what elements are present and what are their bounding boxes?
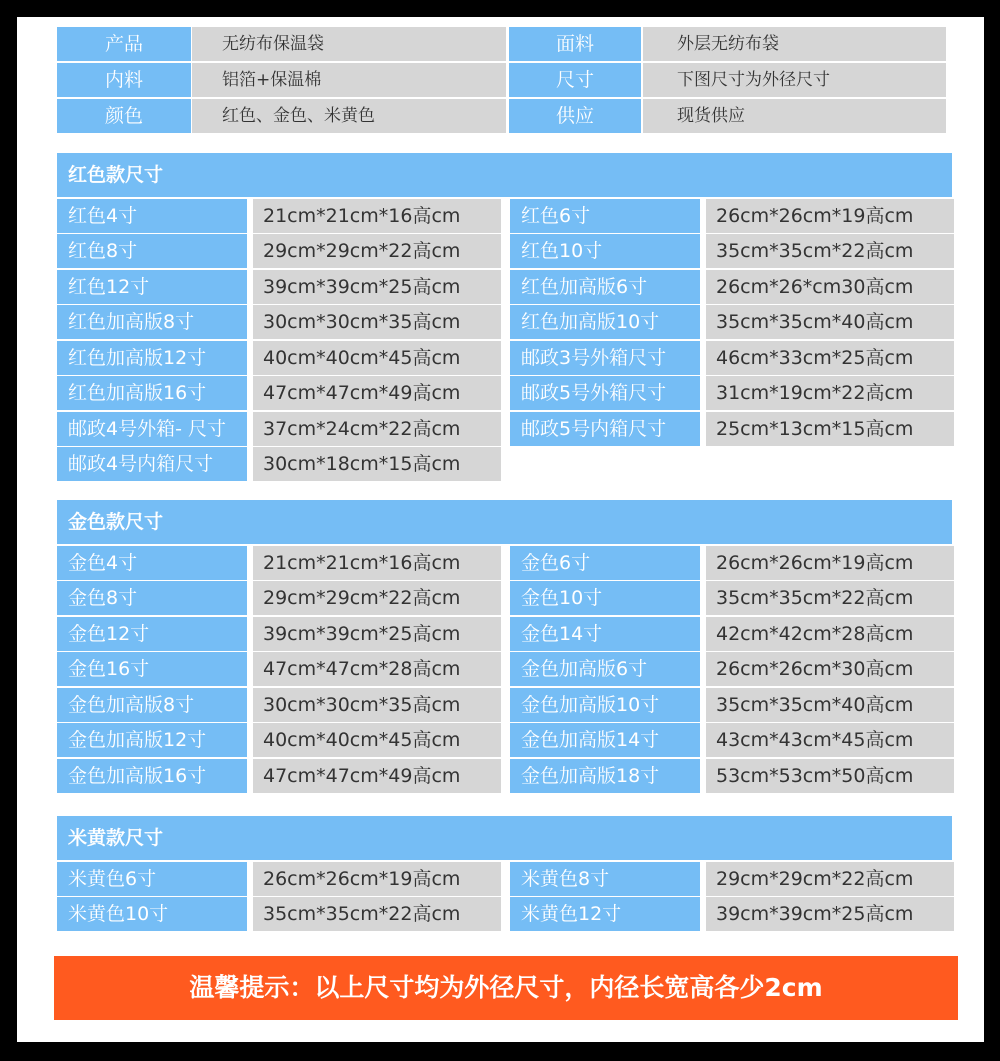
size-row (57, 234, 952, 268)
size-row (57, 270, 952, 304)
size-row (57, 447, 952, 481)
size-row (57, 759, 952, 793)
size-name: 邮政5号外箱尺寸 (510, 376, 700, 410)
size-name: 红色12寸 (57, 270, 247, 304)
info-label: 颜色 (57, 99, 191, 133)
size-grid (57, 546, 952, 793)
size-name: 金色12寸 (57, 617, 247, 651)
info-label: 内料 (57, 63, 191, 97)
size-name: 金色14寸 (510, 617, 700, 651)
info-label: 产品 (57, 27, 191, 61)
size-name: 金色加高版6寸 (510, 652, 700, 686)
size-value: 35cm*35cm*40高cm (706, 305, 954, 339)
size-value: 25cm*13cm*15高cm (706, 412, 954, 446)
tip-banner: 温馨提示：以上尺寸均为外径尺寸，内径长宽高各少2cm (54, 956, 958, 1020)
size-value: 47cm*47cm*49高cm (253, 376, 501, 410)
size-value: 46cm*33cm*25高cm (706, 341, 954, 375)
info-row (57, 27, 946, 61)
size-value: 30cm*30cm*35高cm (253, 688, 501, 722)
size-name: 米黄色10寸 (57, 897, 247, 931)
size-value: 39cm*39cm*25高cm (706, 897, 954, 931)
section-title: 米黄款尺寸 (57, 816, 952, 860)
info-label: 尺寸 (509, 63, 641, 97)
info-value: 铝箔+保温棉 (192, 63, 506, 97)
size-row (57, 376, 952, 410)
size-value: 26cm*26cm*19高cm (706, 546, 954, 580)
size-value: 35cm*35cm*40高cm (706, 688, 954, 722)
size-name: 红色8寸 (57, 234, 247, 268)
size-value: 47cm*47cm*28高cm (253, 652, 501, 686)
size-value: 35cm*35cm*22高cm (706, 581, 954, 615)
size-value: 31cm*19cm*22高cm (706, 376, 954, 410)
size-value: 21cm*21cm*16高cm (253, 546, 501, 580)
info-value: 红色、金色、米黄色 (192, 99, 506, 133)
size-name: 金色8寸 (57, 581, 247, 615)
size-name: 红色加高版8寸 (57, 305, 247, 339)
size-name: 金色加高版10寸 (510, 688, 700, 722)
size-row (57, 341, 952, 375)
info-value: 外层无纺布袋 (643, 27, 946, 61)
product-size-sheet (17, 17, 984, 1042)
size-name: 邮政3号外箱尺寸 (510, 341, 700, 375)
size-value: 40cm*40cm*45高cm (253, 341, 501, 375)
size-name: 红色加高版12寸 (57, 341, 247, 375)
info-value: 下图尺寸为外径尺寸 (643, 63, 946, 97)
size-name: 红色加高版10寸 (510, 305, 700, 339)
size-grid (57, 199, 952, 482)
beige-size-section (57, 816, 952, 931)
size-name: 红色加高版6寸 (510, 270, 700, 304)
size-name: 邮政4号外箱- 尺寸 (57, 412, 247, 446)
info-row (57, 99, 946, 133)
size-row (57, 688, 952, 722)
size-row (57, 581, 952, 615)
size-value: 30cm*18cm*15高cm (253, 447, 501, 481)
size-value: 40cm*40cm*45高cm (253, 723, 501, 757)
size-row (57, 546, 952, 580)
size-value: 26cm*26cm*19高cm (706, 199, 954, 233)
section-title: 金色款尺寸 (57, 500, 952, 544)
size-name: 金色16寸 (57, 652, 247, 686)
size-row (57, 723, 952, 757)
size-value: 43cm*43cm*45高cm (706, 723, 954, 757)
size-row (57, 412, 952, 446)
size-name: 金色4寸 (57, 546, 247, 580)
size-name: 红色加高版16寸 (57, 376, 247, 410)
size-name: 金色加高版12寸 (57, 723, 247, 757)
section-title: 红色款尺寸 (57, 153, 952, 197)
size-name: 米黄色6寸 (57, 862, 247, 896)
size-name: 红色6寸 (510, 199, 700, 233)
size-row (57, 199, 952, 233)
size-value: 29cm*29cm*22高cm (706, 862, 954, 896)
size-value: 30cm*30cm*35高cm (253, 305, 501, 339)
product-info-table (57, 27, 946, 135)
size-name: 金色加高版14寸 (510, 723, 700, 757)
size-value: 39cm*39cm*25高cm (253, 617, 501, 651)
size-name: 红色10寸 (510, 234, 700, 268)
size-row (57, 652, 952, 686)
size-value: 29cm*29cm*22高cm (253, 234, 501, 268)
size-name: 邮政4号内箱尺寸 (57, 447, 247, 481)
size-row (57, 897, 952, 931)
size-name: 米黄色12寸 (510, 897, 700, 931)
red-size-section (57, 153, 952, 481)
size-value: 26cm*26cm*30高cm (706, 652, 954, 686)
info-label: 供应 (509, 99, 641, 133)
info-value: 现货供应 (643, 99, 946, 133)
size-value: 26cm*26*cm30高cm (706, 270, 954, 304)
info-value: 无纺布保温袋 (192, 27, 506, 61)
size-row (57, 617, 952, 651)
size-name: 金色加高版18寸 (510, 759, 700, 793)
size-value: 47cm*47cm*49高cm (253, 759, 501, 793)
size-value: 35cm*35cm*22高cm (253, 897, 501, 931)
size-name: 金色10寸 (510, 581, 700, 615)
size-value: 39cm*39cm*25高cm (253, 270, 501, 304)
gold-size-section (57, 500, 952, 793)
size-grid (57, 862, 952, 932)
size-name: 红色4寸 (57, 199, 247, 233)
size-value: 21cm*21cm*16高cm (253, 199, 501, 233)
size-value: 26cm*26cm*19高cm (253, 862, 501, 896)
size-value: 35cm*35cm*22高cm (706, 234, 954, 268)
size-value: 53cm*53cm*50高cm (706, 759, 954, 793)
size-name: 米黄色8寸 (510, 862, 700, 896)
size-row (57, 862, 952, 896)
info-row (57, 63, 946, 97)
size-value: 37cm*24cm*22高cm (253, 412, 501, 446)
info-label: 面料 (509, 27, 641, 61)
size-name: 邮政5号内箱尺寸 (510, 412, 700, 446)
size-row (57, 305, 952, 339)
size-name: 金色6寸 (510, 546, 700, 580)
size-value: 42cm*42cm*28高cm (706, 617, 954, 651)
size-name: 金色加高版16寸 (57, 759, 247, 793)
size-value: 29cm*29cm*22高cm (253, 581, 501, 615)
size-name: 金色加高版8寸 (57, 688, 247, 722)
